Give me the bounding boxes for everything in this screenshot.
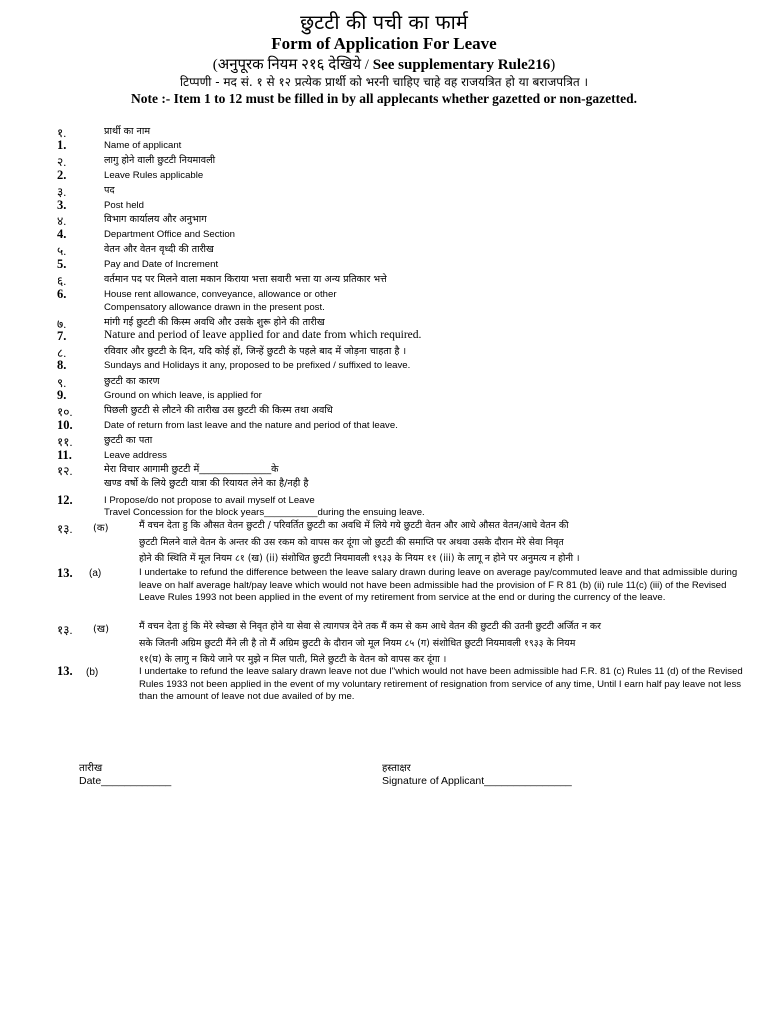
item-label: Pay and Date of Increment bbox=[104, 259, 219, 270]
item-number: 6. bbox=[57, 287, 67, 301]
item-number-hindi: १२. bbox=[57, 464, 73, 478]
clause-line: छुटटी मिलने वाले वेतन के अन्तर की उस रकम को वापस कर दूंगा जो छुटटी की समाप्ति पर अथवा उसके दौरान मेरे सेवा निवृत bbox=[139, 536, 564, 548]
item-number-hindi: १३. bbox=[57, 522, 73, 536]
item-label-hindi: मांगी गई छुटटी की किस्म अवधि और उसके शुरू होने की तारीख bbox=[104, 317, 325, 328]
clause-line: मैं वचन देता हुं कि मेरे स्वेच्छा से निवृत होने या सेवा से त्यागपत्र देने तक मैं कम से कम आधे वेतन की छुटटी की उतनी छुटटी अर्जित न कर bbox=[139, 621, 601, 632]
item-number-hindi: ४. bbox=[57, 214, 67, 228]
subtitle-close: ) bbox=[550, 57, 556, 73]
signature-field[interactable]: Signature of Applicant_______________ bbox=[382, 775, 572, 787]
item-number: 11. bbox=[57, 448, 72, 462]
item-label-hindi: लागु होने वाली छुटटी नियमावली bbox=[104, 155, 216, 166]
subtitle-hindi: (अनुपूरक नियम २१६ देखिये / bbox=[212, 57, 373, 73]
item-label: Ground on which leave, is applied for bbox=[104, 390, 262, 401]
form-title-hindi: छुटटी की पची का फार्म bbox=[300, 10, 468, 34]
item-label-hindi: मेरा विचार आगामी छुटटी में_______________के bbox=[104, 464, 279, 475]
item-label-hindi: वर्तमान पद पर मिलने वाला मकान किराया भत्ता सवारी भत्ता या अन्य प्रतिकार भत्ते bbox=[104, 274, 387, 285]
note-hindi: टिप्पणी - मद सं. १ से १२ प्रत्येक प्रार्थी को भरनी चाहिए चाहे वह राजयत्रित हो या बराजपत्रित । bbox=[179, 75, 589, 89]
item-label-hindi: छुटटी का कारण bbox=[104, 376, 160, 387]
date-field[interactable]: Date____________ bbox=[79, 775, 172, 787]
clause-label: (b) bbox=[86, 667, 99, 678]
item-number-hindi: १. bbox=[57, 126, 67, 140]
clause-label-hindi: (क) bbox=[93, 523, 109, 534]
item-number-hindi: ९. bbox=[57, 376, 67, 390]
item-label-hindi-continued: खण्ड वर्षो के लिये छुटटी यात्रा की रियायत लेने का है/नही है bbox=[104, 478, 309, 489]
item-label: Post held bbox=[104, 200, 145, 211]
item-label-hindi: वेतन और वेतन वृध्दी की तारीख bbox=[104, 244, 214, 255]
date-label-hindi: तारीख bbox=[79, 763, 103, 774]
item-label-hindi: रविवार और छुटटी के दिन, यदि कोई हों, जिन्हें छुटटी के पहले बाद में जोड़ना चाहता है । bbox=[104, 346, 407, 357]
item-label: Leave Rules applicable bbox=[104, 170, 204, 181]
note-english: Note :- Item 1 to 12 must be filled in by all applecants whether gazetted or non-gazetted. bbox=[130, 91, 638, 106]
item-label-hindi: पद bbox=[104, 185, 115, 196]
item-label-hindi: विभाग कार्यालय और अनुभाग bbox=[104, 214, 207, 225]
item-number-hindi: ३. bbox=[57, 185, 67, 199]
item-label-continued: Compensatory allowance drawn in the present post. bbox=[104, 302, 325, 313]
item-label: Nature and period of leave applied for and date from which required. bbox=[104, 329, 422, 341]
clause-line: मैं वचन देता हु कि औसत वेतन छुटटी / परिवर्तित छुटटी का अवधि में लिये गये छुटटी वेतन और आधे औसत वेतन/आधे वेतन की bbox=[139, 520, 569, 531]
item-label: Department Office and Section bbox=[104, 229, 236, 240]
item-number: 10. bbox=[57, 418, 73, 432]
clause-line: ११(घ) के लागु न किये जाने पर मुझे न मिल पाती, मिले छुटटी के वेतन को वापस कर दूंगा । bbox=[139, 654, 447, 665]
clause-b-english: I undertake to refund the leave salary drawn leave not due I"which would not have been admissible had F.R. 81 (c) Rules 11 (d) of the Revised Rules 1933 not been applied in the event of my voluntary retirement of resignation from service of any time, Until I earn half pay leave not less than the amount of leave not due availed of by me. bbox=[139, 666, 743, 703]
item-number: 13. bbox=[57, 664, 73, 678]
subtitle-english: See supplementary Rule216 bbox=[372, 57, 551, 73]
form-title-english: Form of Application For Leave bbox=[271, 34, 497, 53]
item-label-hindi: पिछली छुटटी से लौटने की तारीख उस छुटटी की किस्म तथा अवधि bbox=[104, 405, 333, 416]
signature-label-hindi: हस्ताक्षर bbox=[382, 763, 411, 774]
clause-b-hindi bbox=[139, 619, 749, 669]
item-label-hindi: छुटटी का पता bbox=[104, 435, 153, 446]
item-label: I Propose/do not propose to avail myself ot Leave bbox=[104, 495, 315, 506]
item-label: House rent allowance, conveyance, allowance or other bbox=[104, 289, 337, 300]
item-number: 1. bbox=[57, 138, 67, 152]
item-number-hindi: १०. bbox=[57, 405, 73, 419]
item-number-hindi: १३. bbox=[57, 623, 73, 637]
clause-line: सके जितनी अग्रिम छुटटी मैंने ली है तो मैं अग्रिम छुटटी के दौरान जो मूल नियम ८५ (ग) संशोधित छुटटी नियमावली १९३३ के नियम bbox=[139, 637, 576, 649]
clause-a-hindi bbox=[139, 518, 749, 568]
clause-a-english: I undertake to refund the difference between the leave salary drawn during leave on average pay/commuted leave and that admissible during leave on half average halt/pay leave which would not have been admissible had the provision of F R 81 (b) (ii) rule 11(c) (iii) of the Revised Leave Rules 1993 not been applied in the event of my retirement from service at the end or during the currency of the leave. bbox=[139, 567, 738, 604]
item-number: 4. bbox=[57, 227, 67, 241]
item-number-hindi: ६. bbox=[57, 274, 67, 288]
item-number: 7. bbox=[57, 329, 67, 343]
item-number-hindi: ११. bbox=[57, 435, 73, 449]
item-number-hindi: ७. bbox=[57, 317, 67, 331]
item-number-hindi: २. bbox=[57, 155, 67, 169]
item-label: Date of return from last leave and the nature and period of that leave. bbox=[104, 420, 398, 431]
item-number: 13. bbox=[57, 566, 73, 580]
clause-label: (a) bbox=[89, 568, 102, 579]
item-label-continued: Travel Concession for the block years__________during the ensuing leave. bbox=[104, 507, 425, 518]
item-number: 5. bbox=[57, 257, 67, 271]
item-number-hindi: ८. bbox=[57, 346, 67, 360]
item-label: Name of applicant bbox=[104, 140, 182, 151]
item-number-hindi: ५. bbox=[57, 244, 67, 258]
item-number: 9. bbox=[57, 388, 67, 402]
item-label: Leave address bbox=[104, 450, 167, 461]
item-number: 2. bbox=[57, 168, 67, 182]
item-label: Sundays and Holidays it any, proposed to be prefixed / suffixed to leave. bbox=[104, 360, 411, 371]
clause-line: होने की स्थिति में मूल नियम ८१ (ख) (ii) संशोधित छुटटी नियमावली १९३३ के नियम ११ (iii) के लागू न होने पर अनुमत्य न होनी । bbox=[139, 553, 580, 564]
clause-label-hindi: (ख) bbox=[93, 624, 109, 635]
form-subtitle bbox=[0, 54, 768, 74]
item-number: 8. bbox=[57, 358, 67, 372]
item-label-hindi: प्रार्थी का नाम bbox=[104, 126, 151, 137]
item-number: 12. bbox=[57, 493, 73, 507]
item-number: 3. bbox=[57, 198, 67, 212]
